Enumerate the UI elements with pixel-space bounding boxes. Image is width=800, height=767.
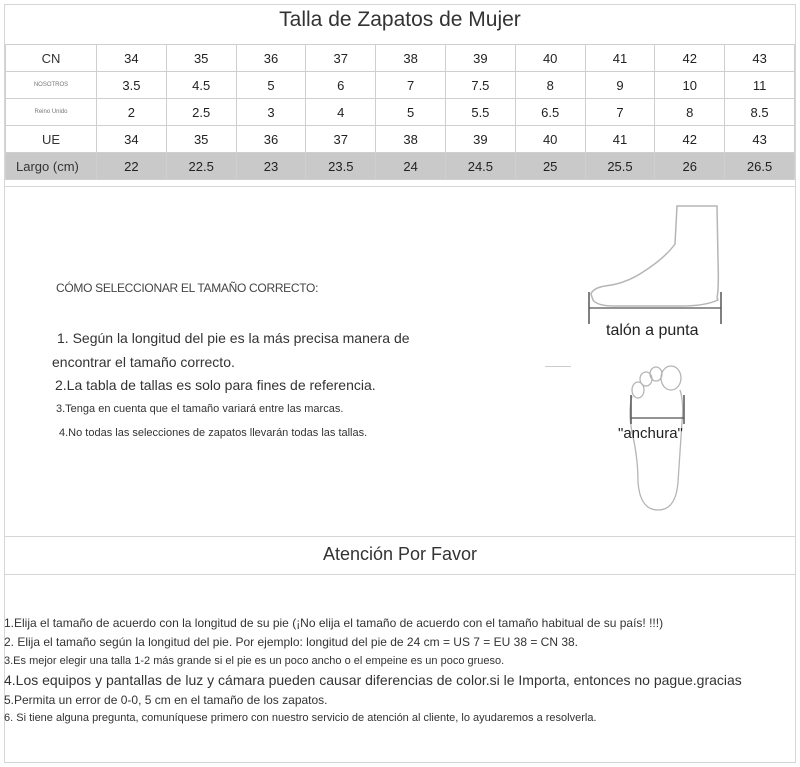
note-5: 5.Permita un error de 0-0, 5 cm en el tamaño de los zapatos. — [4, 693, 328, 707]
table-cell: 22.5 — [166, 153, 236, 180]
table-cell: 34 — [97, 126, 167, 153]
tip-2: 2.La tabla de tallas es solo para fines de referencia. — [55, 377, 376, 393]
table-cell: 6.5 — [515, 99, 585, 126]
dash-mark — [545, 366, 571, 367]
note-2: 2. Elija el tamaño según la longitud del pie. Por ejemplo: longitud del pie de 24 cm = US 7 = EU 38 = CN 38. — [4, 635, 579, 649]
table-cell: 38 — [376, 126, 446, 153]
length-label: talón a punta — [606, 322, 699, 339]
tip-1: 1. Según la longitud del pie es la más precisa manera de — [57, 330, 410, 346]
row-header: UE — [6, 126, 97, 153]
table-row-length — [6, 153, 795, 180]
table-cell: 35 — [166, 45, 236, 72]
table-cell: 7 — [376, 72, 446, 99]
table-cell: 41 — [585, 126, 655, 153]
tip-3: 3.Tenga en cuenta que el tamaño variará entre las marcas. — [56, 403, 344, 415]
note-6: 6. Si tiene alguna pregunta, comuníquese primero con nuestro servicio de atención al cliente, lo ayudaremos a resolverla. — [4, 712, 597, 724]
table-row — [6, 126, 795, 153]
table-cell: 23 — [236, 153, 306, 180]
note-3: 3.Es mejor elegir una talla 1-2 más grande si el pie es un poco ancho o el empeine es un poco grueso. — [4, 655, 505, 667]
table-cell: 39 — [445, 126, 515, 153]
divider — [5, 536, 795, 537]
attention-title: Atención Por Favor — [322, 544, 478, 564]
table-cell: 25 — [515, 153, 585, 180]
table-cell: 5 — [236, 72, 306, 99]
table-cell: 5.5 — [445, 99, 515, 126]
row-header: Largo (cm) — [6, 153, 97, 180]
table-cell: 37 — [306, 126, 376, 153]
table-cell: 36 — [236, 126, 306, 153]
row-header: CN — [6, 45, 97, 72]
table-cell: 6 — [306, 72, 376, 99]
table-cell: 40 — [515, 45, 585, 72]
table-cell: 35 — [166, 126, 236, 153]
table-row — [6, 45, 795, 72]
table-cell: 3.5 — [97, 72, 167, 99]
table-cell: 4.5 — [166, 72, 236, 99]
table-cell: 38 — [376, 45, 446, 72]
foot-side-view-icon — [585, 200, 725, 325]
size-table — [5, 44, 795, 180]
table-cell: 3 — [236, 99, 306, 126]
table-cell: 41 — [585, 45, 655, 72]
table-row — [6, 72, 795, 99]
table-cell: 22 — [97, 153, 167, 180]
table-cell: 37 — [306, 45, 376, 72]
table-cell: 7.5 — [445, 72, 515, 99]
table-cell: 7 — [585, 99, 655, 126]
note-4: 4.Los equipos y pantallas de luz y cámara pueden causar diferencias de color.si le Importa, entonces no pague.gracias — [4, 672, 742, 688]
table-cell: 34 — [97, 45, 167, 72]
table-cell: 24 — [376, 153, 446, 180]
divider — [5, 574, 795, 575]
table-cell: 9 — [585, 72, 655, 99]
table-cell: 8.5 — [725, 99, 795, 126]
table-cell: 23.5 — [306, 153, 376, 180]
table-cell: 25.5 — [585, 153, 655, 180]
table-cell: 43 — [725, 45, 795, 72]
row-header: Reino Unido — [6, 99, 97, 126]
table-cell: 10 — [655, 72, 725, 99]
table-cell: 11 — [725, 72, 795, 99]
tip-4: 4.No todas las selecciones de zapatos llevarán todas las tallas. — [59, 427, 368, 439]
table-cell: 4 — [306, 99, 376, 126]
divider — [5, 186, 795, 187]
table-cell: 40 — [515, 126, 585, 153]
table-cell: 8 — [655, 99, 725, 126]
table-cell: 2.5 — [166, 99, 236, 126]
table-cell: 36 — [236, 45, 306, 72]
how-to-title: CÓMO SELECCIONAR EL TAMAÑO CORRECTO: — [56, 281, 319, 295]
table-cell: 8 — [515, 72, 585, 99]
table-cell: 24.5 — [445, 153, 515, 180]
table-cell: 42 — [655, 45, 725, 72]
table-cell: 26.5 — [725, 153, 795, 180]
width-label: "anchura" — [618, 425, 683, 442]
table-cell: 43 — [725, 126, 795, 153]
table-cell: 2 — [97, 99, 167, 126]
row-header: NOSOTROS — [6, 72, 97, 99]
tip-1-continued: encontrar el tamaño correcto. — [52, 354, 235, 370]
table-cell: 39 — [445, 45, 515, 72]
table-cell: 5 — [376, 99, 446, 126]
table-cell: 42 — [655, 126, 725, 153]
note-1: 1.Elija el tamaño de acuerdo con la longitud de su pie (¡No elija el tamaño de acuerdo con el tamaño habitual de su país! !!!) — [4, 616, 664, 630]
table-row — [6, 99, 795, 126]
table-cell: 26 — [655, 153, 725, 180]
page-title: Talla de Zapatos de Mujer — [279, 8, 521, 31]
